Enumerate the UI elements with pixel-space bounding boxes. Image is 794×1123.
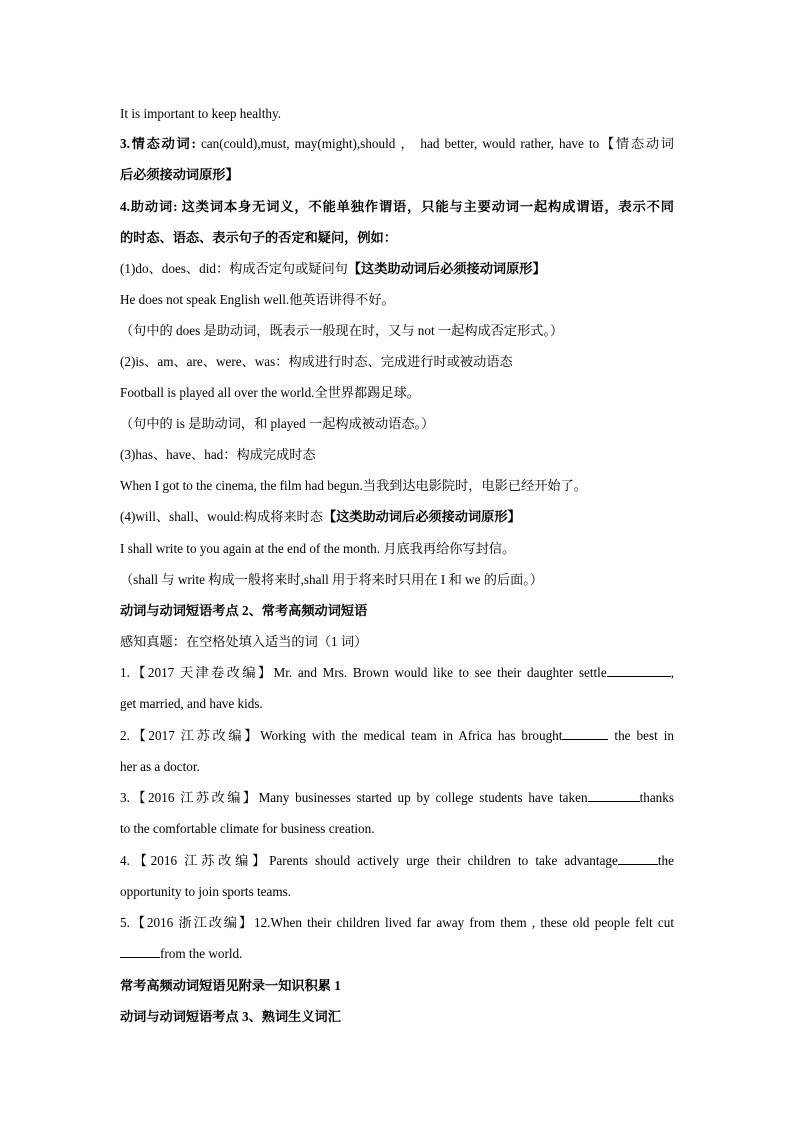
modal-verbs-heading: 3.情态动词: xyxy=(120,136,196,151)
question-5-cont: from the world. xyxy=(120,944,674,964)
question-1: 1.【2017 天津卷改编】Mr. and Mrs. Brown would like to see their daughter settle , xyxy=(120,665,674,680)
question-2: 2.【2017 江苏改编】Working with the medical team in Africa has brought the best in xyxy=(120,728,674,743)
question-3-cont: to the comfortable climate for business creation. xyxy=(120,821,375,836)
exercise-instruction: 感知真题：在空格处填入适当的词（1 词） xyxy=(120,634,368,649)
aux-do-example: He does not speak English well.他英语讲得不好。 xyxy=(120,292,395,307)
question-2-cont: her as a doctor. xyxy=(120,759,200,774)
section-heading-2: 动词与动词短语考点 2、常考高频动词短语 xyxy=(120,603,368,618)
section-heading-3: 动词与动词短语考点 3、熟词生义词汇 xyxy=(120,1009,341,1024)
aux-be-line: (2)is、am、are、were、was：构成进行时态、完成进行时或被动语态 xyxy=(120,354,513,369)
answer-blank-2[interactable] xyxy=(562,726,608,740)
modal-verbs-line: 3.情态动词: can(could),must, may(might),should ， had better, would rather, have to【情态动词 xyxy=(120,136,674,151)
example-sentence: It is important to keep healthy. xyxy=(120,106,282,121)
aux-do-explanation: （句中的 does 是助动词，既表示一般现在时，又与 not 一起构成否定形式。） xyxy=(120,323,564,338)
answer-blank-3[interactable] xyxy=(588,788,640,802)
answer-blank-1[interactable] xyxy=(607,663,671,677)
auxiliary-verbs-heading-cont: 的时态、语态、表示句子的否定和疑问，例如： xyxy=(120,230,397,245)
aux-be-explanation: （句中的 is 是助动词，和 played 一起构成被动语态。） xyxy=(120,416,435,431)
aux-will-line: (4)will、shall、would:构成将来时态【这类助动词后必须接动词原形】 xyxy=(120,509,521,524)
question-3: 3.【2016 江苏改编】Many businesses started up by college students have taken thanks xyxy=(120,790,674,805)
aux-will-example: I shall write to you again at the end of the month. 月底我再给你写封信。 xyxy=(120,541,516,556)
aux-have-example: When I got to the cinema, the film had begun.当我到达电影院时，电影已经开始了。 xyxy=(120,478,587,493)
auxiliary-verbs-heading: 4.助动词: 这类词本身无词义，不能单独作谓语，只能与主要动词一起构成谓语，表示不同 xyxy=(120,199,674,214)
aux-have-line: (3)has、have、had：构成完成时态 xyxy=(120,447,316,462)
answer-blank-5[interactable] xyxy=(120,944,160,958)
question-5: 5.【2016 浙江改编】12.When their children lived far away from them , these old people felt cut xyxy=(120,915,674,930)
answer-blank-4[interactable] xyxy=(618,851,658,865)
question-4: 4.【2016 江苏改编】Parents should actively urge their children to take advantage the xyxy=(120,853,674,868)
aux-do-line: (1)do、does、did：构成否定句或疑问句【这类助动词后必须接动词原形】 xyxy=(120,261,546,276)
appendix-reference: 常考高频动词短语见附录一知识积累 1 xyxy=(120,978,341,993)
modal-verbs-note: 后必须接动词原形】 xyxy=(120,167,239,182)
aux-will-explanation: （shall 与 write 构成一般将来时,shall 用于将来时只用在 I 和 we 的后面。） xyxy=(120,572,544,587)
question-4-cont: opportunity to join sports teams. xyxy=(120,884,292,899)
aux-be-example: Football is played all over the world.全世界都踢足球。 xyxy=(120,385,420,400)
question-1-cont: get married, and have kids. xyxy=(120,696,263,711)
